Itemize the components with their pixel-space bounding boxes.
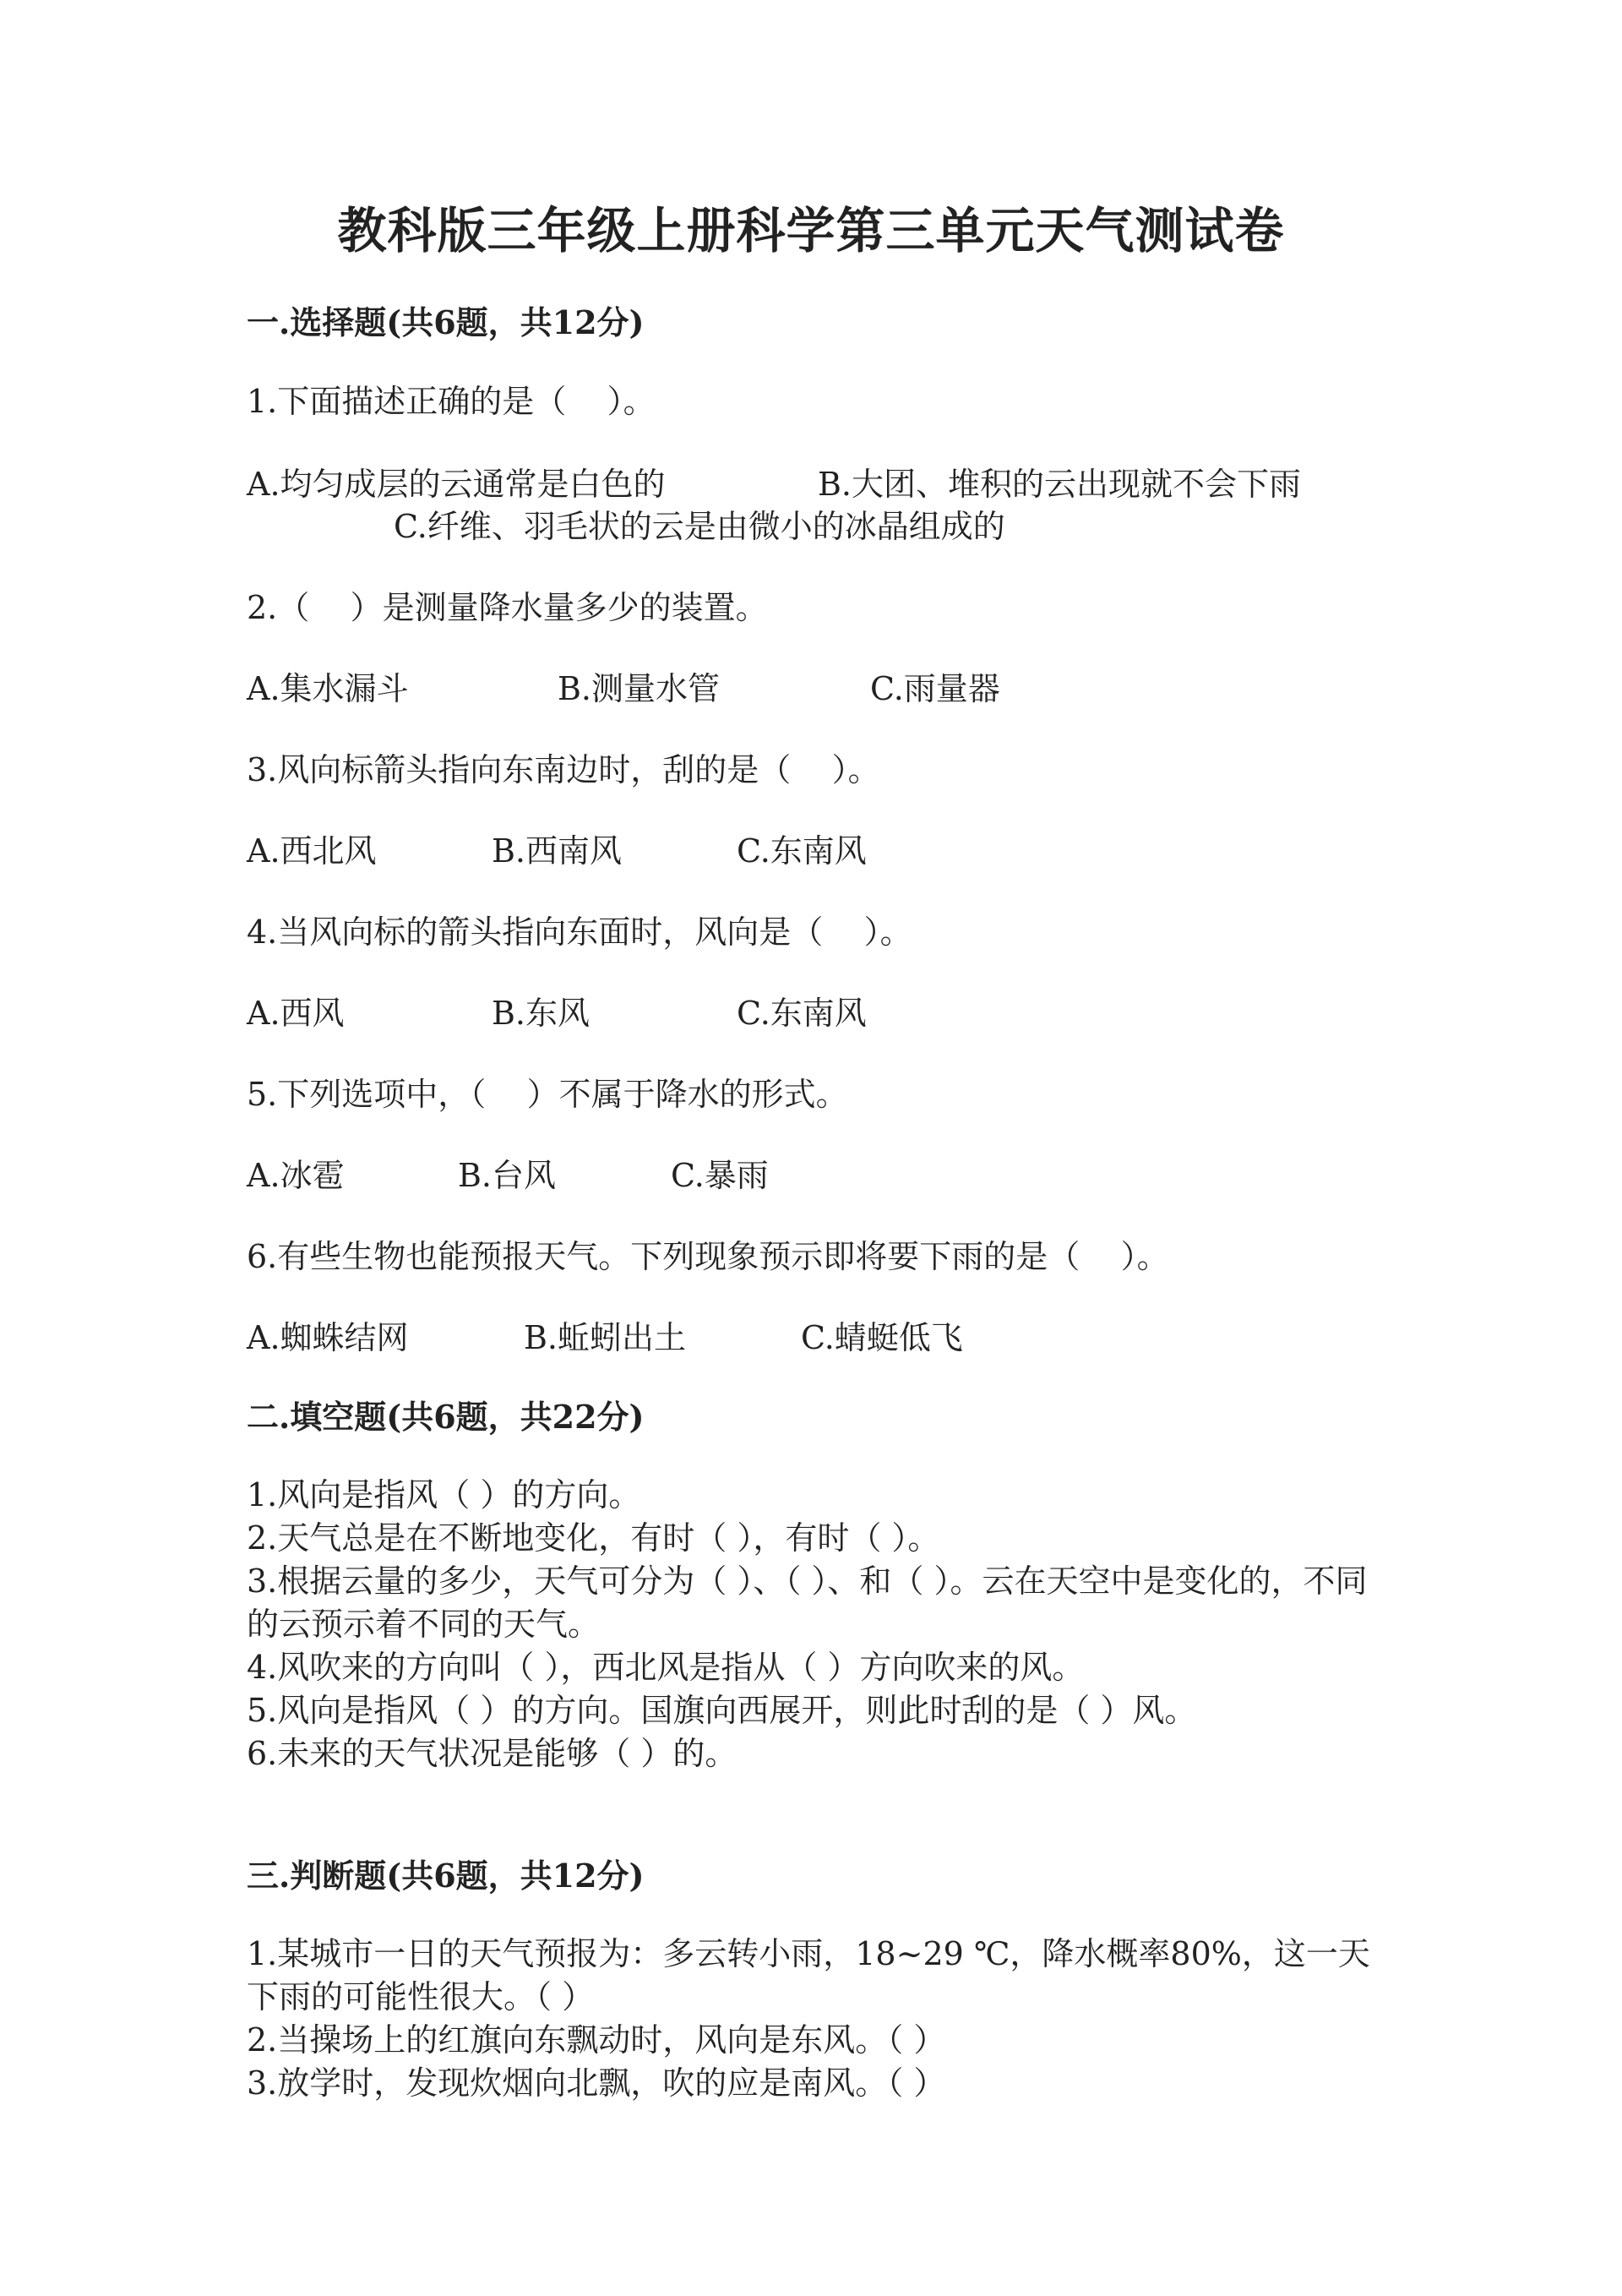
option-b: B.大团、堆积的云出现就不会下雨 — [818, 466, 1302, 503]
list-item: 5.风向是指风（ ）的方向。国旗向西展开，则此时刮的是（ ）风。 — [247, 1692, 1197, 1729]
section-heading-fill-blank: 二.填空题(共6题，共22分) — [247, 1398, 645, 1436]
fill-blank-list — [247, 1474, 1379, 1775]
list-item: 2.当操场上的红旗向东飘动时，风向是东风。（ ） — [247, 2021, 946, 2059]
section-heading-choice: 一.选择题(共6题，共12分) — [247, 303, 645, 341]
option-c: C.东南风 — [737, 995, 867, 1032]
option-a: A.冰雹 — [247, 1157, 345, 1194]
option-c: C.雨量器 — [870, 670, 1000, 707]
question-stem: 3.风向标箭头指向东南边时，刮的是（ ）。 — [247, 751, 880, 788]
question-stem: 2.（ ）是测量降水量多少的装置。 — [247, 589, 768, 626]
question-stem: 5.下列选项中，（ ）不属于降水的形式。 — [247, 1076, 848, 1113]
option-c: C.东南风 — [737, 832, 867, 870]
option-a: A.蜘蛛结网 — [247, 1319, 409, 1356]
option-b: B.台风 — [458, 1157, 557, 1194]
option-c: C.蜻蜓低飞 — [801, 1319, 963, 1356]
option-a: A.均匀成层的云通常是白色的 — [247, 466, 666, 503]
option-c: C.暴雨 — [671, 1157, 769, 1194]
question-stem: 4.当风向标的箭头指向东面时，风向是（ ）。 — [247, 913, 912, 951]
true-false-list — [247, 1933, 1379, 2105]
option-b: B.测量水管 — [558, 670, 721, 707]
option-a: A.西风 — [247, 995, 345, 1032]
option-b: B.西南风 — [492, 832, 623, 870]
list-item: 3.放学时，发现炊烟向北飘，吹的应是南风。（ ） — [247, 2064, 946, 2102]
list-item: 1.某城市一日的天气预报为：多云转小雨，18~29 ℃，降水概率80%，这一天下雨的可能性很大。（ ） — [247, 1935, 1370, 2015]
option-a: A.西北风 — [247, 832, 377, 870]
question-stem: 6.有些生物也能预报天气。下列现象预示即将要下雨的是（ ）。 — [247, 1238, 1169, 1275]
option-b: B.东风 — [492, 995, 591, 1032]
option-c: C.纤维、羽毛状的云是由微小的冰晶组成的 — [394, 508, 1005, 545]
question-stem: 1.下面描述正确的是（ ）。 — [247, 383, 656, 420]
list-item: 1.风向是指风（ ）的方向。 — [247, 1476, 641, 1513]
section-heading-true-false: 三.判断题(共6题，共12分) — [247, 1857, 645, 1895]
page-title: 教科版三年级上册科学第三单元天气测试卷 — [337, 202, 1285, 259]
list-item: 2.天气总是在不断地变化，有时（ ），有时（ ）。 — [247, 1519, 940, 1557]
option-a: A.集水漏斗 — [247, 670, 409, 707]
list-item: 6.未来的天气状况是能够（ ）的。 — [247, 1735, 738, 1772]
list-item: 4.风吹来的方向叫（ ），西北风是指从（ ）方向吹来的风。 — [247, 1649, 1085, 1686]
list-item: 3.根据云量的多少，天气可分为（ ）、（ ）、和（ ）。云在天空中是变化的，不同的云预示着不同的天气。 — [247, 1562, 1368, 1643]
option-b: B.蚯蚓出土 — [524, 1319, 687, 1356]
